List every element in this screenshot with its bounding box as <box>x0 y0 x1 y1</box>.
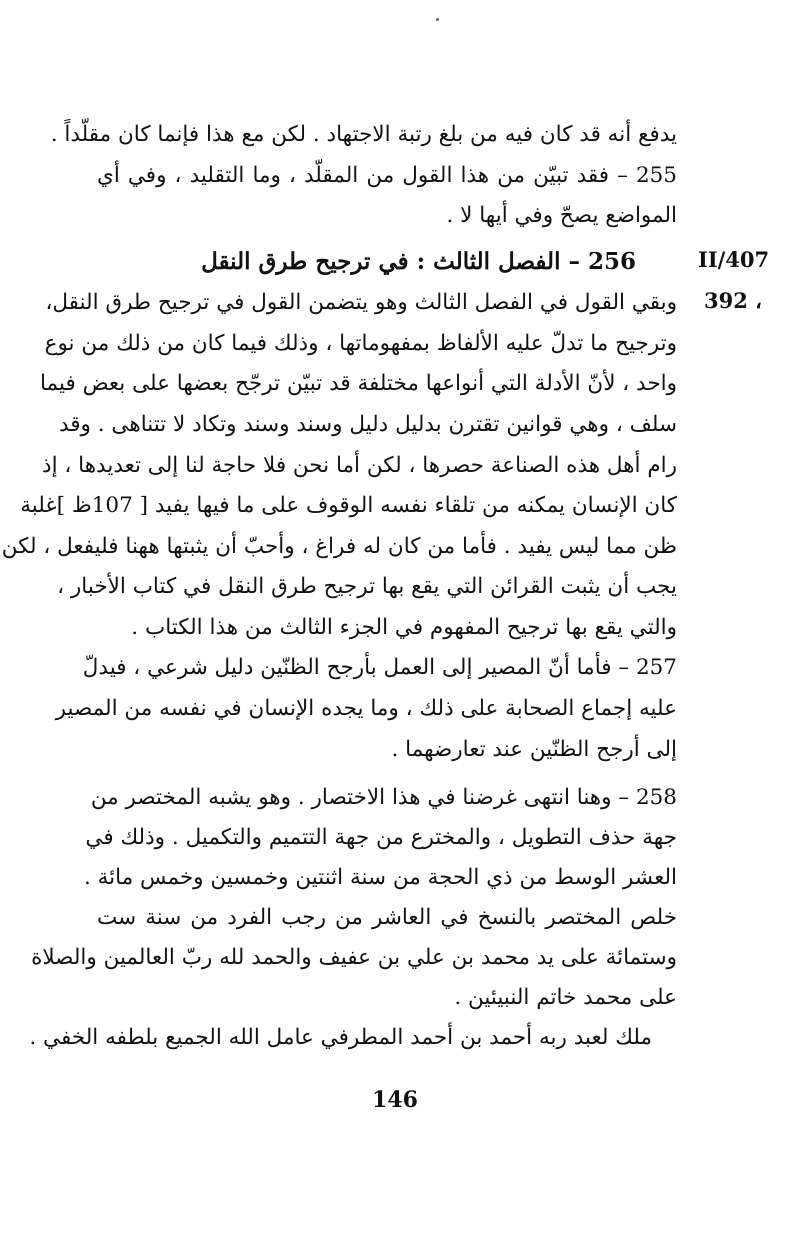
text-line-10: كان الإنسان يمكنه من تلقاء نفسه الوقوف على ما فيها يفيد [ 107ظ ]غلبة <box>20 493 677 518</box>
text-line-18: جهة حذف التطويل ، والمخترع من جهة التتميم والتكميل . وذلك في <box>85 825 677 850</box>
text-line-22: على محمد خاتم النبيئين . <box>454 985 677 1010</box>
text-line-20: خلص المختصر بالنسخ في العاشر من رجب الفرد من سنة ست <box>97 905 677 930</box>
text-line-5: وبقي القول في الفصل الثالث وهو يتضمن القول في ترجيح طرق النقل، <box>45 290 677 315</box>
text-line-3: المواضع يصحّ وفي أيها لا . <box>446 203 677 228</box>
text-line-14: 257 – فأما أنّ المصير إلى العمل بأرجح الظنّين دليل شرعي ، فيدلّ <box>82 655 677 680</box>
text-line-8: سلف ، وهي قوانين تقترن بدليل دليل وسند وسند وتكاد لا تتناهى . وقد <box>58 412 677 437</box>
text-line-21: وستمائة على يد محمد بن علي بن عفيف والحمد لله ربّ العالمين والصلاة <box>31 945 677 970</box>
text-line-1: يدفع أنه قد كان فيه من بلغ رتبة الاجتهاد . لكن مع هذا فإنما كان مقلّداً . <box>50 122 677 147</box>
text-line-7: واحد ، لأنّ الأدلة التي أنواعها مختلفة قد تبيّن ترجّح بعضها على بعض فيما <box>40 371 677 396</box>
ownership-note: ملك لعبد ربه أحمد بن أحمد المطرفي عامل الله الجميع بلطفه الخفي . <box>29 1025 652 1050</box>
text-line-17: 258 – وهنا انتهى غرضنا في هذا الاختصار . وهو يشبه المختصر من <box>90 785 677 810</box>
text-line-2: 255 – فقد تبيّن من هذا القول من المقلّد ، وما التقليد ، وفي أي <box>97 163 677 188</box>
text-line-13: والتي يقع بها ترجيح المفهوم في الجزء الثالث من هذا الكتاب . <box>131 615 677 640</box>
page-number: 146 <box>372 1087 418 1113</box>
ink-speck <box>436 18 439 21</box>
text-line-6: وترجيح ما تدلّ عليه الألفاظ بمفهوماتها ، وذلك فيما كان من ذلك من نوع <box>44 331 677 356</box>
text-line-11: ظن مما ليس يفيد . فأما من كان له فراغ ، وأحبّ أن يثبتها ههنا فليفعل ، لكن <box>1 534 677 559</box>
text-line-19: العشر الوسط من ذي الحجة من سنة اثنتين وخمسين وخمس مائة . <box>83 865 677 890</box>
text-line-16: إلى أرجح الظنّين عند تعارضهما . <box>391 737 677 762</box>
margin-reference-volume: II/407 <box>698 247 770 272</box>
section-heading: 256 – الفصل الثالث : في ترجيح طرق النقل <box>201 248 636 275</box>
text-line-9: رام أهل هذه الصناعة حصرها ، لكن أما نحن فلا حاجة لنا إلى تعديدها ، إذ <box>42 453 677 478</box>
text-line-15: عليه إجماع الصحابة على ذلك ، وما يجده الإنسان في نفسه من المصير <box>55 696 677 721</box>
margin-reference-page: 392 ، <box>704 288 762 313</box>
text-line-12: يجب أن يثبت القرائن التي يقع بها ترجيح طرق النقل في كتاب الأخبار ، <box>57 574 677 599</box>
